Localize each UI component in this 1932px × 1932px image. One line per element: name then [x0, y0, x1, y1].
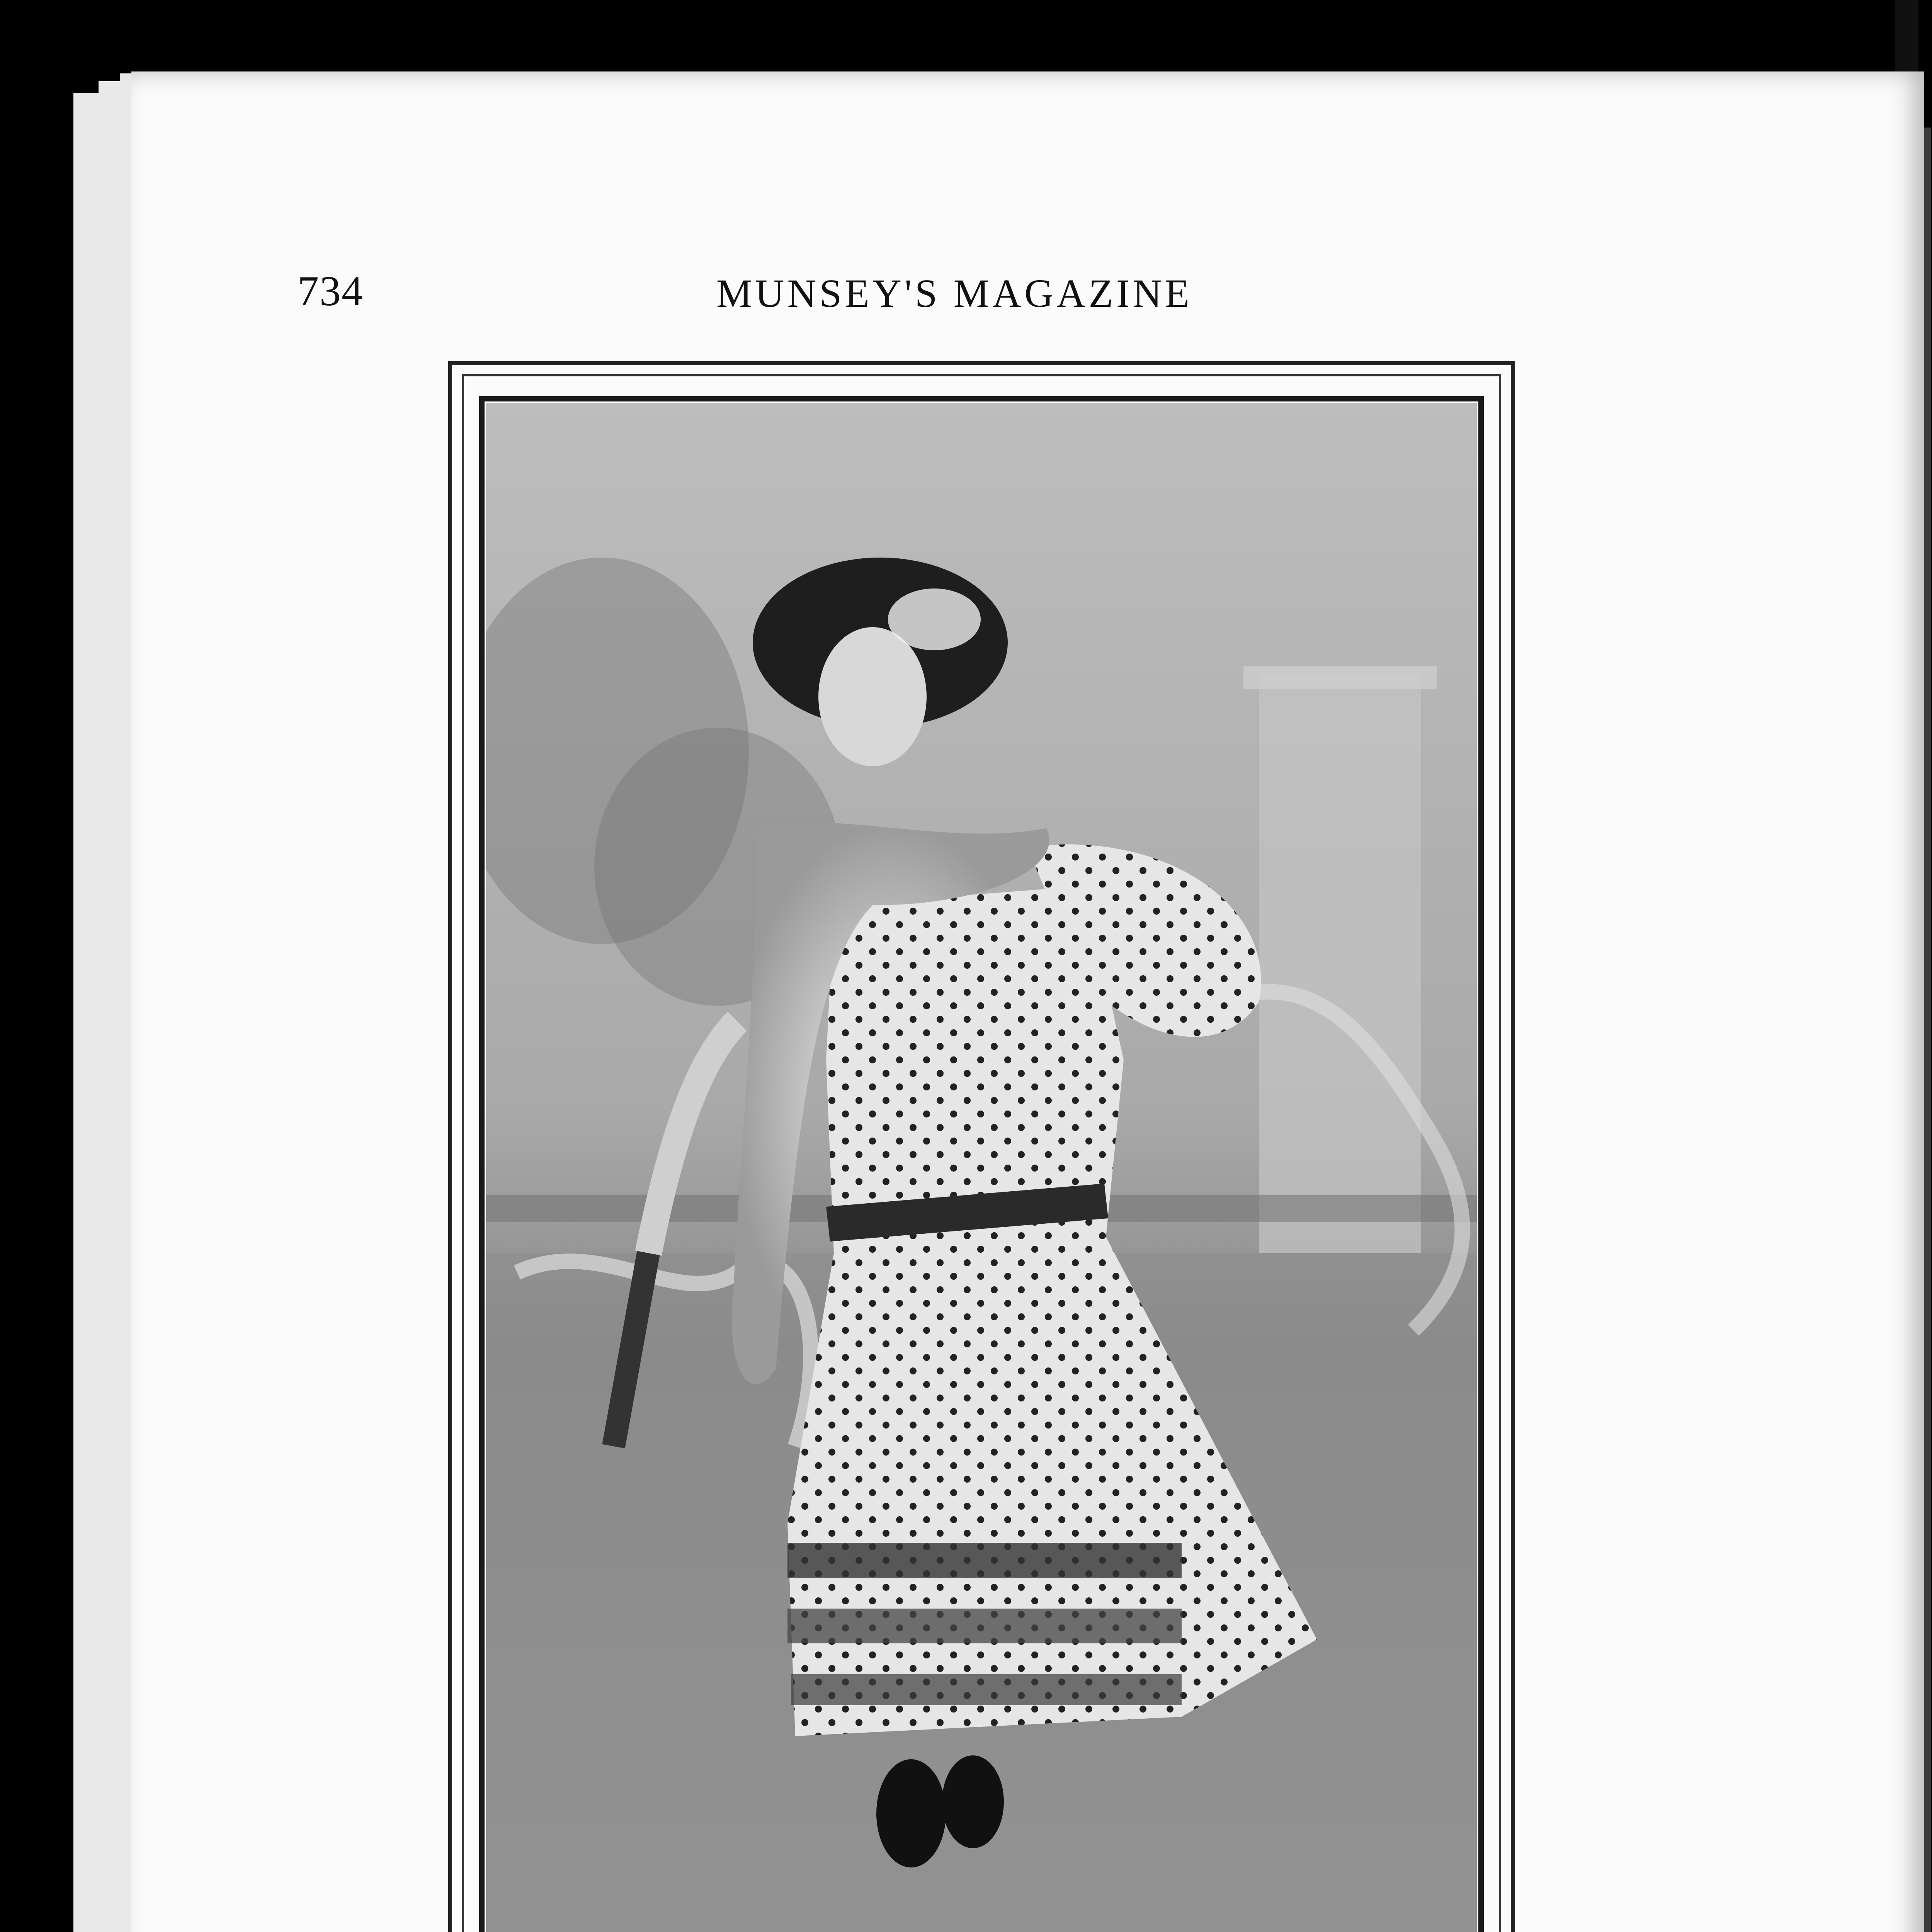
portrait-photograph: [486, 403, 1477, 1932]
portrait-illustration: [486, 403, 1477, 1932]
page-number: 734: [298, 267, 364, 315]
running-head: MUNSEY'S MAGAZINE: [716, 271, 1193, 316]
